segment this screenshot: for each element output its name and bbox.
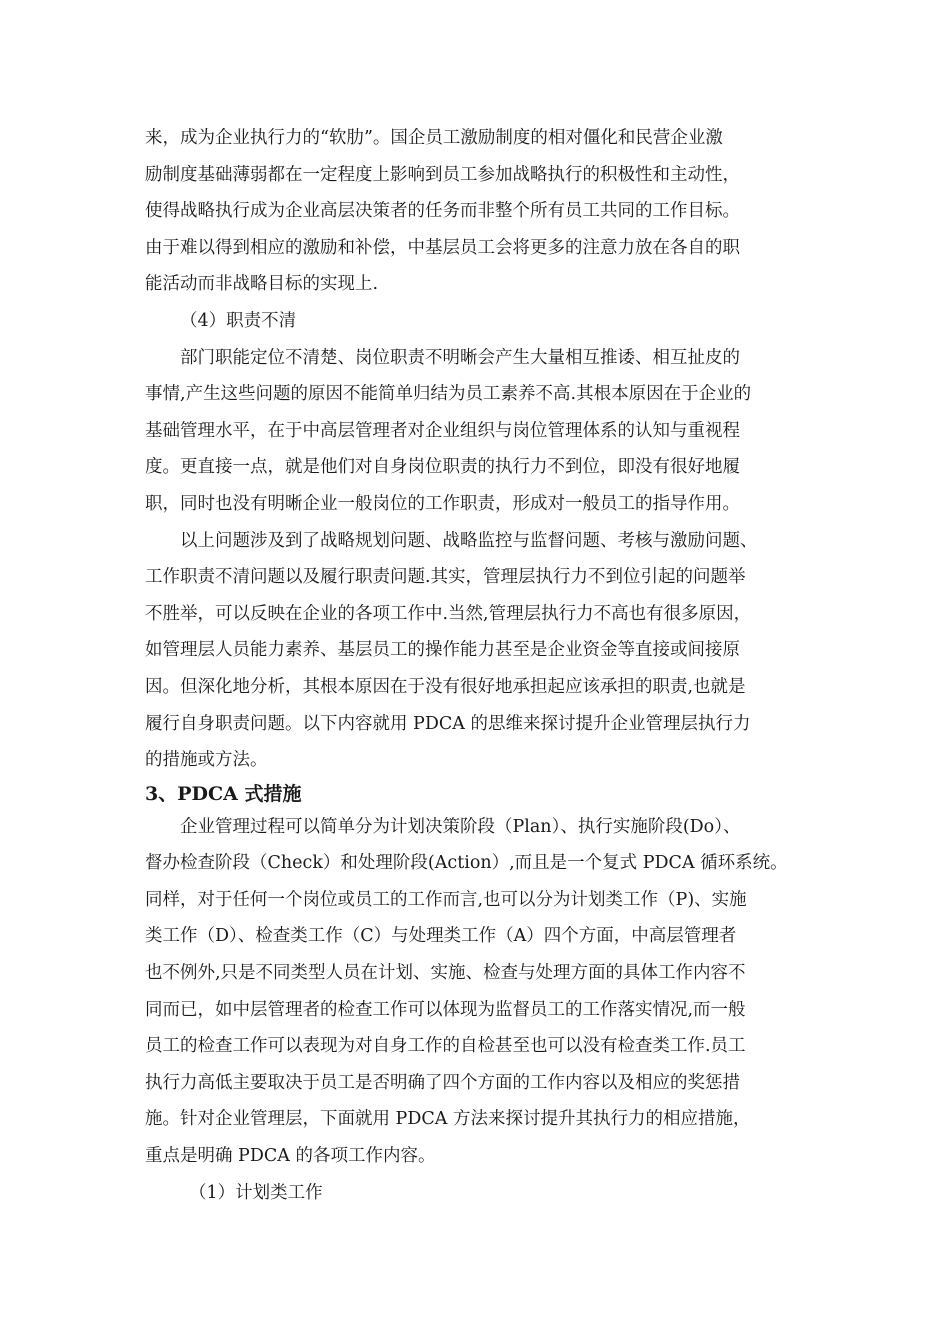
text-line: 同样，对于任何一个岗位或员工的工作而言,也可以分为计划类工作（P)、实施 [145, 889, 747, 910]
text-line: 能活动而非战略目标的实现上. [145, 274, 379, 295]
text-line: 励制度基础薄弱都在一定程度上影响到员工参加战略执行的积极性和主动性， [145, 164, 740, 185]
text-line: 度。更直接一点，就是他们对自身岗位职责的执行力不到位，即没有很好地履 [145, 457, 740, 478]
text-line: 员工的检查工作可以表现为对自身工作的自检甚至也可以没有检查类工作.员工 [145, 1036, 746, 1057]
text-line: 也不例外,只是不同类型人员在计划、实施、检查与处理方面的具体工作内容不 [145, 963, 746, 984]
text-line: 使得战略执行成为企业高层决策者的任务而非整个所有员工共同的工作目标。 [145, 201, 740, 222]
text-line: 来，成为企业执行力的“软肋”。国企员工激励制度的相对僵化和民营企业激 [145, 128, 723, 148]
text-line: 履行自身职责问题。以下内容就用 PDCA 的思维来探讨提升企业管理层执行力 [145, 713, 751, 734]
text-line: 职，同时也没有明晰企业一般岗位的工作职责，形成对一般员工的指导作用。 [145, 493, 740, 514]
text-line: 同而已，如中层管理者的检查工作可以体现为监督员工的工作落实情况,而一般 [145, 999, 746, 1020]
text-line: 不胜举，可以反映在企业的各项工作中.当然,管理层执行力不高也有很多原因， [145, 603, 752, 624]
text-line: 施。针对企业管理层，下面就用 PDCA 方法来探讨提升其执行力的相应措施， [145, 1109, 751, 1130]
text-line: 事情,产生这些问题的原因不能简单归结为员工素养不高.其根本原因在于企业的 [145, 384, 752, 405]
text-line: 督办检查阶段（Check）和处理阶段(Action）,而且是一个复式 PDCA 循环系统。 [145, 853, 788, 874]
text-line: 以上问题涉及到了战略规划问题、战略监控与监督问题、考核与激励问题、 [180, 530, 758, 551]
text-line: 执行力高低主要取决于员工是否明确了四个方面的工作内容以及相应的奖惩措 [145, 1072, 740, 1093]
section-heading: 3、PDCA 式措施 [145, 782, 302, 805]
text-line: 因。但深化地分析，其根本原因在于没有很好地承担起应该承担的职责,也就是 [145, 676, 746, 697]
text-line: 部门职能定位不清楚、岗位职责不明晰会产生大量相互推诿、相互扯皮的 [180, 347, 740, 368]
text-line: 由于难以得到相应的激励和补偿，中基层员工会将更多的注意力放在各自的职 [145, 237, 740, 258]
subsection-title: （4）职责不清 [180, 310, 297, 331]
text-line: 重点是明确 PDCA 的各项工作内容。 [145, 1146, 436, 1167]
text-line: 如管理层人员能力素养、基层员工的操作能力甚至是企业资金等直接或间接原 [145, 640, 740, 661]
text-line: 企业管理过程可以简单分为计划决策阶段（Plan）、执行实施阶段(Do）、 [180, 816, 741, 837]
text-line: 的措施或方法。 [145, 750, 268, 771]
document-page [145, 120, 810, 1211]
text-line: 类工作（D）、检查类工作（C）与处理类工作（A）四个方面，中高层管理者 [145, 926, 737, 947]
text-line: 工作职责不清问题以及履行职责问题.其实，管理层执行力不到位引起的问题举 [145, 567, 746, 588]
text-line: 基础管理水平，在于中高层管理者对企业组织与岗位管理体系的认知与重视程 [145, 420, 740, 441]
subsection-title: （1）计划类工作 [189, 1182, 323, 1203]
